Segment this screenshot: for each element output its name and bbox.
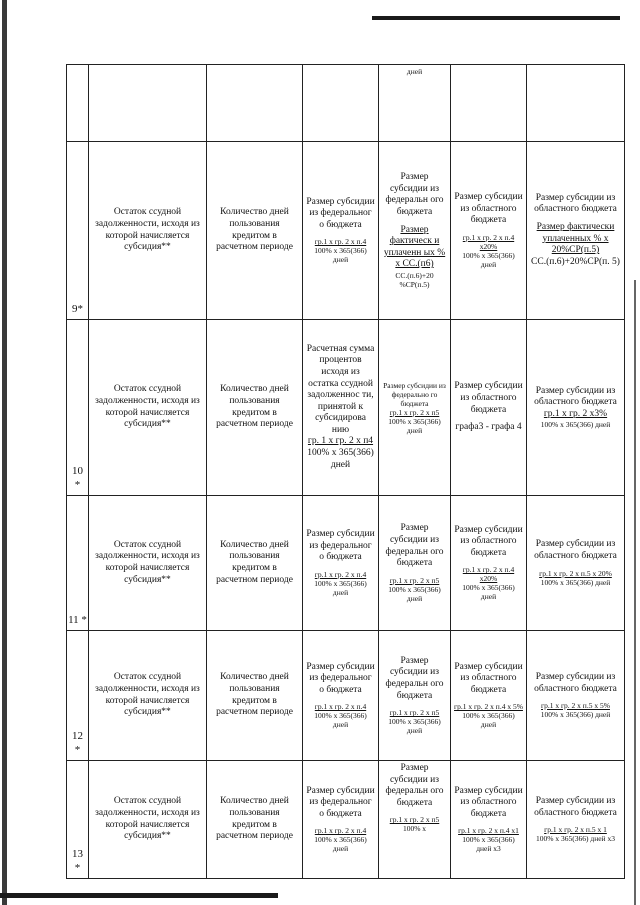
formula: гр.1 х гр. 2 х п5 [389,575,440,585]
row-number [67,65,89,142]
formula: гр.1 х гр. 2 х п.5 х 1 [544,825,607,835]
regional-subsidy-cell [451,65,527,142]
regional-subsidy-cell [451,761,527,879]
formula-denominator: 100% х [402,824,427,834]
cell-text: Размер субсидии из федеральног о бюджета [306,785,375,819]
federal-subsidy-cell [303,631,379,761]
days-cell: Количество дней пользования кредитом в расчетном периоде [207,496,303,631]
regional-subsidy-alt-cell [527,320,625,496]
cell-text: Размер субсидии из федеральног о бюджета [306,529,375,563]
formula-denominator: 100% х 365(366) дней [462,583,515,602]
formula: гр.1 х гр. 2 х п.4 х 5% [454,702,523,712]
cell-text: Размер субсидии из областного бюджета [534,795,617,818]
federal-subsidy-alt-cell [379,496,451,631]
formula-denominator: 100% х 365(366) дней [540,420,611,430]
federal-subsidy-cell [303,142,379,320]
formula-denominator: 100% х 365(366) дней х3 [462,835,515,854]
formula: Размер фактическ и уплаченн ых % х СС.(п6) [383,224,446,270]
cell-text: Размер субсидии из федерально го бюджета [383,380,446,408]
formula-denominator: 100% х 365(366) дней [314,835,367,854]
formula-denominator: 100% х 365(366) дней [388,717,441,736]
formula-denominator: СС.(п.6)+20%СР(п. 5) [531,256,620,267]
federal-subsidy-cell [303,65,379,142]
table-row [67,142,625,320]
right-scan-edge [634,280,636,905]
cell-text: Размер субсидии из областного бюджета [534,192,617,215]
days-cell: Количество дней пользования кредитом в расчетном периоде [207,142,303,320]
federal-subsidy-alt-cell [379,65,451,142]
row-number: 11 * [67,496,89,631]
formula-denominator: 100% х 365(366) дней х3 [536,834,615,844]
federal-subsidy-alt-cell [379,142,451,320]
regional-subsidy-alt-cell [527,496,625,631]
days-cell: Количество дней пользования кредитом в расчетном периоде [207,761,303,879]
formula: гр.1 х гр. 2 х п5 [389,708,440,718]
row-number: 9* [67,142,89,320]
row-number: 10 * [67,320,89,496]
formula: гр.1 х гр. 2 х п5 [389,407,440,417]
regional-subsidy-alt-cell [527,142,625,320]
regional-subsidy-cell [451,320,527,496]
loan-balance-cell [89,65,207,142]
cell-text: Размер субсидии из областного бюджета [534,385,617,408]
cell-text: Размер субсидии из областного бюджета [454,192,523,226]
cell-text: Расчетная сумма процентов исходя из остатка ссудной задолженнос ти, принятой к субсидирова нию [306,343,375,435]
cell-text: Размер субсидии из областного бюджета [534,539,617,561]
cell-text: Размер субсидии из областного бюджета [454,785,523,819]
formula: гр.1 х гр. 2 х п.4 х1 [458,826,519,836]
formula-denominator: 100% х 365(366) дней [540,710,611,720]
cell-text: Размер субсидии из областного бюджета [454,661,523,695]
formula: гр.1 х гр. 2 х п.5 х 20% [539,568,612,578]
loan-balance-cell: Остаток ссудной задолженности, исходя из которой начисляется субсидия** [89,761,207,879]
federal-subsidy-cell [303,761,379,879]
loan-balance-cell: Остаток ссудной задолженности, исходя из которой начисляется субсидия** [89,496,207,631]
regional-subsidy-cell [451,496,527,631]
formula: гр.1 х гр. 2 х п.4 [314,826,367,836]
cell-text: дней [406,67,423,76]
cell-text: Размер субсидии из федеральн ого бюджета [385,655,444,701]
loan-balance-cell: Остаток ссудной задолженности, исходя из которой начисляется субсидия** [89,142,207,320]
federal-subsidy-alt-cell [379,631,451,761]
regional-subsidy-alt-cell [527,65,625,142]
formula: гр.1 х гр. 2 х п.4 х20% [462,232,515,251]
cell-text: Размер субсидии из федеральн ого бюджета [385,523,444,569]
federal-subsidy-alt-cell [379,761,451,879]
cell-text: Размер субсидии из федеральног о бюджета [306,661,375,695]
cell-text: Размер субсидии из федеральн ого бюджета [385,172,444,217]
formula: графа3 - графа 4 [455,422,522,433]
formula-denominator: 100% х 365(366) дней [307,448,374,470]
regional-subsidy-alt-cell [527,761,625,879]
bottom-rule [0,893,278,898]
cell-text: Размер субсидии из областного бюджета [454,381,523,415]
cell-text: Размер субсидии из областного бюджета [454,524,523,558]
cell-text: Размер субсидии из федеральн ого бюджета [385,763,444,808]
formula-denominator: СС.(п.6)+20 %СР(п.5) [395,270,434,289]
formula: гр.1 х гр. 2 х п.4 [314,569,367,579]
formula: гр.1 х гр. 2 х п.4 [314,702,367,712]
federal-subsidy-cell [303,320,379,496]
regional-subsidy-alt-cell [527,631,625,761]
formula: гр.1 х гр. 2 х п.4 [314,237,367,247]
days-cell [207,65,303,142]
left-scan-edge [2,0,7,905]
subsidy-calculation-table [66,64,625,879]
formula-denominator: 100% х 365(366) дней [314,578,367,597]
formula-denominator: 100% х 365(366) дней [314,246,367,265]
regional-subsidy-cell [451,142,527,320]
regional-subsidy-cell [451,631,527,761]
formula-denominator: 100% х 365(366) дней [314,711,367,730]
formula-denominator: 100% х 365(366) дней [462,711,515,730]
days-cell: Количество дней пользования кредитом в расчетном периоде [207,320,303,496]
formula: гр.1 х гр. 2 х п.5 х 5% [541,701,610,711]
table-row [67,65,625,142]
table-row [67,631,625,761]
days-cell: Количество дней пользования кредитом в расчетном периоде [207,631,303,761]
formula: гр.1 х гр. 2 х3% [543,408,608,419]
federal-subsidy-alt-cell [379,320,451,496]
table-row [67,496,625,631]
federal-subsidy-cell [303,496,379,631]
row-number: 13 * [67,761,89,879]
formula-denominator: 100% х 365(366) дней [462,250,515,269]
formula-denominator: 100% х 365(366) дней [388,584,441,603]
formula-denominator: 100% х 365(366) дней [388,416,441,435]
table-row [67,320,625,496]
cell-text: Размер субсидии из областного бюджета [534,671,617,694]
formula: гр. 1 х гр. 2 х п4 [307,436,374,447]
top-rule [372,16,620,20]
cell-text: Размер субсидии из федеральног о бюджета [306,196,375,230]
loan-balance-cell: Остаток ссудной задолженности, исходя из которой начисляется субсидия** [89,320,207,496]
loan-balance-cell: Остаток ссудной задолженности, исходя из которой начисляется субсидия** [89,631,207,761]
formula: гр.1 х гр. 2 х п5 [389,815,440,825]
table-row [67,761,625,879]
formula-denominator: 100% х 365(366) дней [540,577,611,587]
row-number: 12 * [67,631,89,761]
formula: гр.1 х гр. 2 х п.4 х20% [462,565,515,584]
formula: Размер фактически уплаченных % х 20%СР(п.5) [536,221,615,256]
